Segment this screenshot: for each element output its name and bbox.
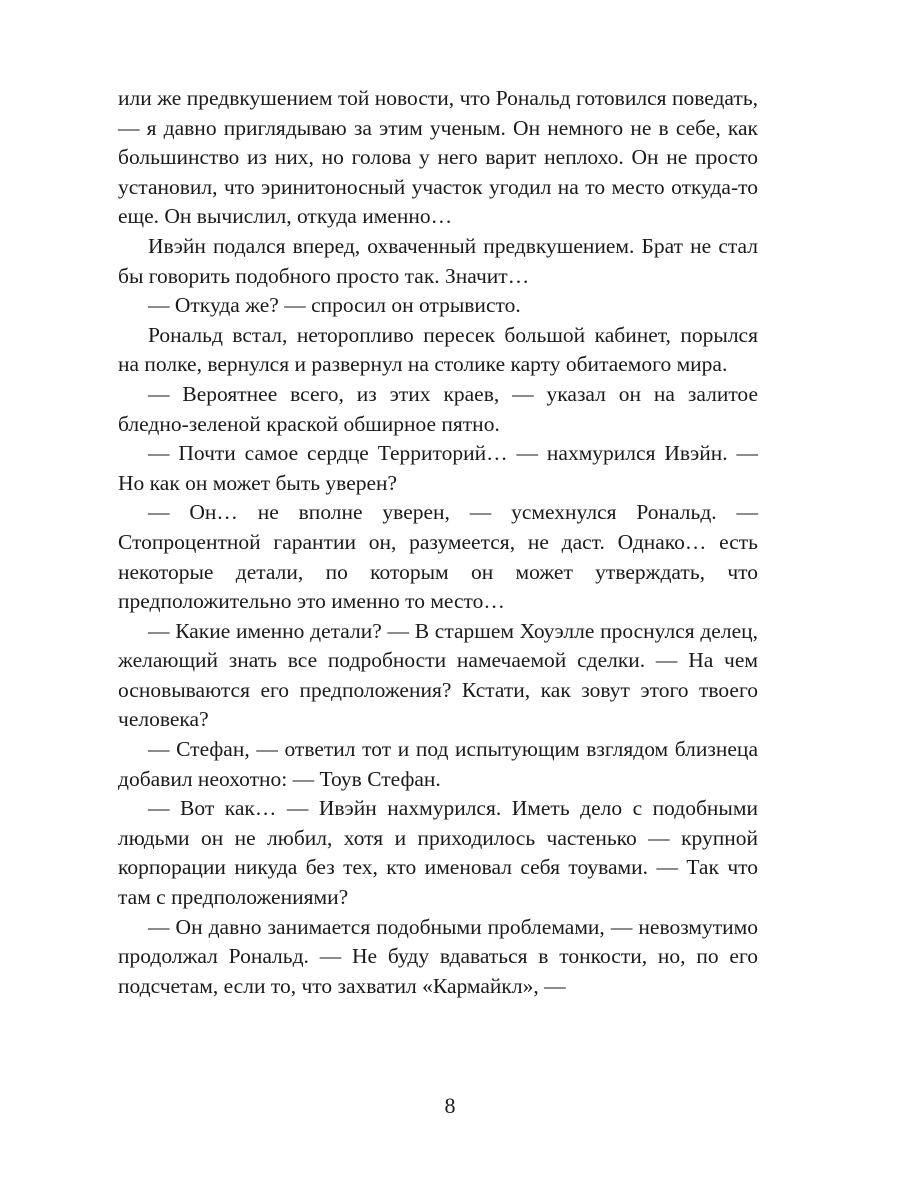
page-number: 8 bbox=[444, 1093, 456, 1118]
dialogue-line: — Он давно занимается подобными проблемами, — невозмутимо продолжал Рональд. — Не буду вдаваться в тонкости, но, по его подсчетам, если то, что захватил «Кармайкл», — bbox=[118, 914, 758, 998]
dialogue-line: — Стефан, — ответил тот и под испытующим взглядом близнеца добавил неохотно: — Тоув Стефан. bbox=[118, 737, 758, 791]
dialogue-line: — Вероятнее всего, из этих краев, — указал он на залитое бледно-зеленой краской обширное пятно. bbox=[118, 381, 758, 436]
paragraph: Рональд встал, неторопливо пересек большой кабинет, порылся на полке, вернулся и развернул на столике карту обитаемого мира. bbox=[118, 322, 758, 377]
dialogue-line: — Какие именно детали? — В старшем Хоуэлле проснулся делец, желающий знать все подробности намечаемой сделки. — На чем основываются его предположения? Кстати, как зовут этого твоего человека? bbox=[118, 618, 758, 732]
dialogue-line: — Почти самое сердце Территорий… — нахмурился Ивэйн. — Но как он может быть уверен? bbox=[118, 441, 758, 495]
paragraph: Ивэйн подался вперед, охваченный предвкушением. Брат не стал бы говорить подобного просто так. Значит… bbox=[118, 233, 758, 288]
dialogue-line: — Вот как… — Ивэйн нахмурился. Иметь дело с подобными людьми он не любил, хотя и приходилось частенько — крупной корпорации никуда без тех, кто именовал себя тоувами. — Так что там с предположениями? bbox=[118, 796, 758, 910]
body-text bbox=[118, 84, 758, 1001]
dialogue-line: — Откуда же? — спросил он отрывисто. bbox=[148, 293, 521, 318]
paragraph-continuation: или же предвкушением той новости, что Рональд готовился поведать, — я давно приглядываю за этим ученым. Он немного не в себе, как большинство из них, но голова у него варит неплохо. Он не просто установил, что эринитоносный участок угодил на то место откуда-то еще. Он вычислил, откуда именно… bbox=[118, 86, 758, 229]
dialogue-line: — Он… не вполне уверен, — усмехнулся Рональд. — Стопроцентной гарантии он, разумеется, не даст. Однако… есть некоторые детали, по которым он может утверждать, что предположительно это именно то место… bbox=[118, 500, 758, 614]
